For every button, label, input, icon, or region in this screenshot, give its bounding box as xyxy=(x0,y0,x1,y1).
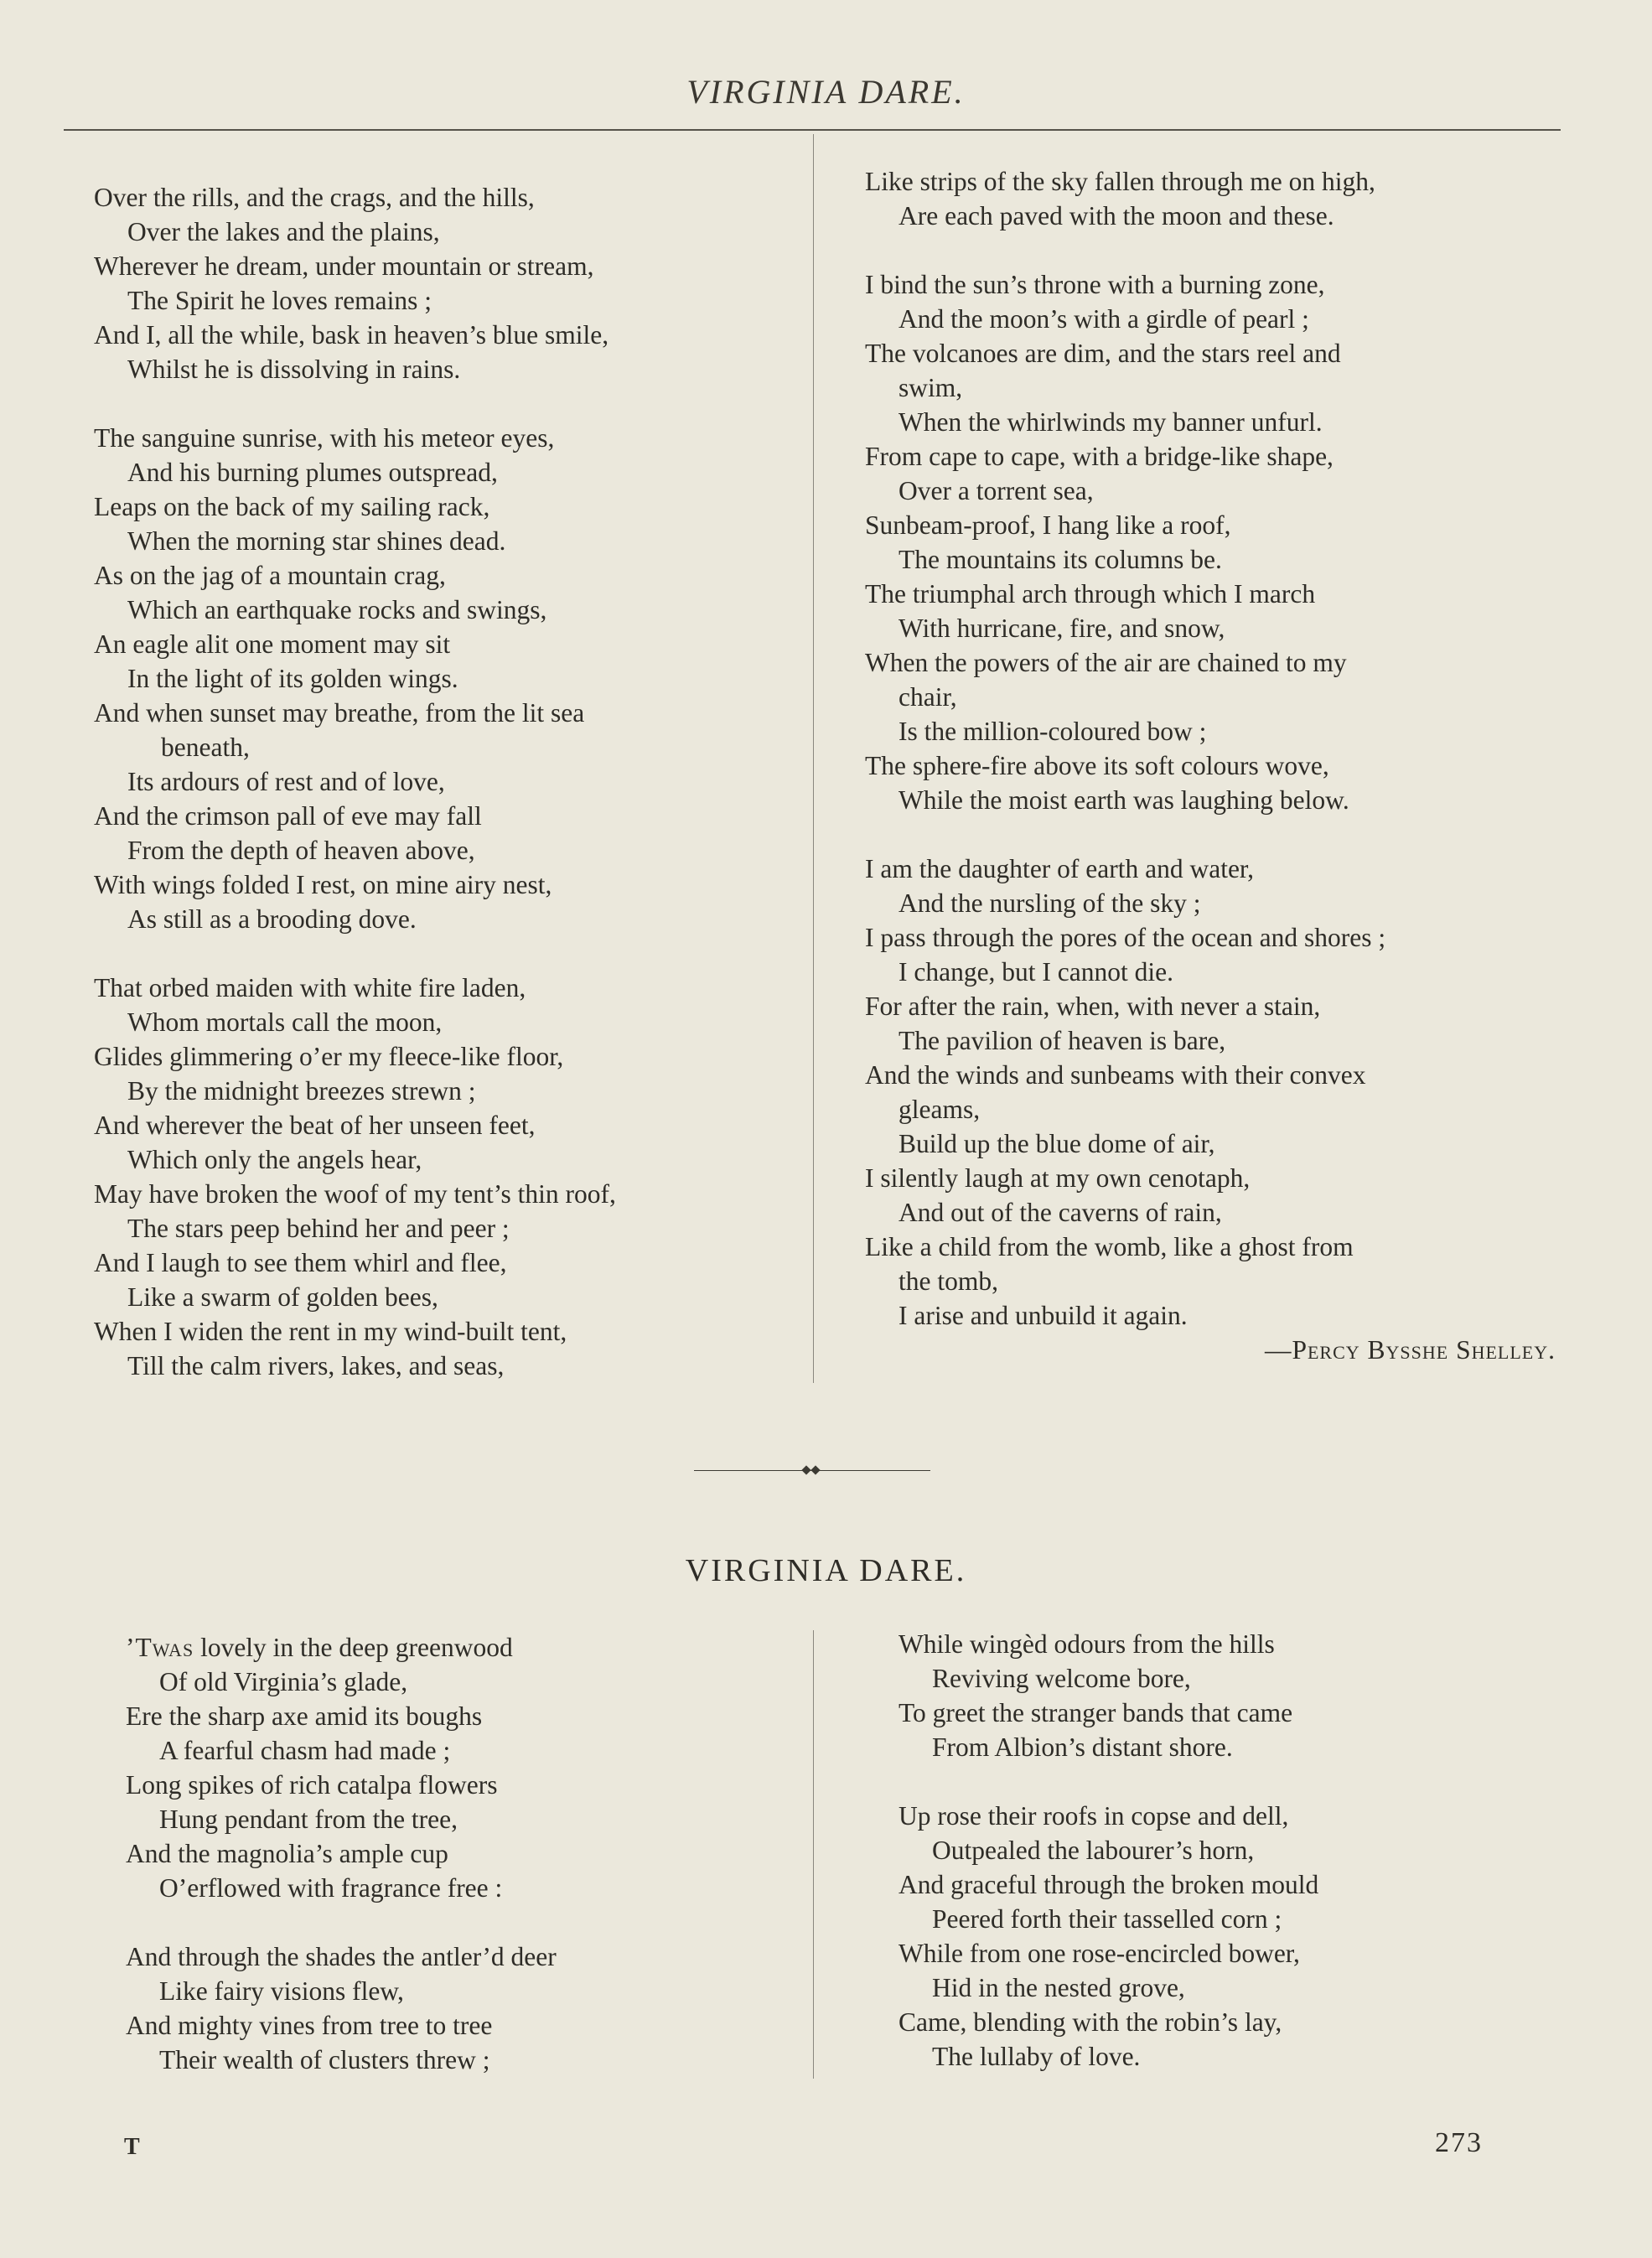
poem1-column-right xyxy=(865,164,1561,1367)
poem2-title: VIRGINIA DARE. xyxy=(685,1553,967,1588)
header-rule xyxy=(64,129,1561,131)
poem-line: I arise and unbuild it again. xyxy=(899,1301,1188,1330)
poem-line: I pass through the pores of the ocean and shores ; xyxy=(865,923,1386,952)
poem-line: Glides glimmering o’er my fleece-like floor, xyxy=(94,1042,564,1071)
poem-line: The triumphal arch through which I march xyxy=(865,579,1316,609)
poem-line: chair, xyxy=(899,682,957,712)
poem-line: Their wealth of clusters threw ; xyxy=(159,2045,490,2074)
poem-line: Reviving welcome bore, xyxy=(932,1664,1191,1693)
poem-line: From the depth of heaven above, xyxy=(127,836,475,865)
column-divider-bottom xyxy=(813,1630,814,2079)
poem-line: Ere the sharp axe amid its boughs xyxy=(126,1701,483,1731)
poem-line: With wings folded I rest, on mine airy nest, xyxy=(94,870,552,899)
poem-line: Whilst he is dissolving in rains. xyxy=(127,355,461,384)
poem2-first-line-rest: lovely in the deep greenwood xyxy=(194,1633,513,1662)
poem-line: Leaps on the back of my sailing rack, xyxy=(94,492,490,521)
poem-line: In the light of its golden wings. xyxy=(127,664,458,693)
poem-line: As on the jag of a mountain crag, xyxy=(94,561,446,590)
poem-line: Hung pendant from the tree, xyxy=(159,1805,458,1834)
poem-line: Up rose their roofs in copse and dell, xyxy=(899,1801,1289,1831)
poem-line: I am the daughter of earth and water, xyxy=(865,854,1255,883)
column-divider-top xyxy=(813,134,814,1383)
poem-line: Which only the angels hear, xyxy=(127,1145,422,1174)
poem-line: Sunbeam-proof, I hang like a roof, xyxy=(865,510,1231,540)
poem-line: Whom mortals call the moon, xyxy=(127,1007,443,1037)
poem-line: Over the lakes and the plains, xyxy=(127,217,440,246)
poem-line: And the winds and sunbeams with their convex xyxy=(865,1060,1366,1090)
section-ornament xyxy=(694,1469,930,1473)
poem-line: swim, xyxy=(899,373,963,402)
poem-line: Of old Virginia’s glade, xyxy=(159,1667,408,1696)
poem-line: And the magnolia’s ample cup xyxy=(126,1839,448,1868)
poem-line: Came, blending with the robin’s lay, xyxy=(899,2007,1282,2037)
poem1-attribution: —Percy Bysshe Shelley. xyxy=(1264,1335,1556,1365)
poem-line: While the moist earth was laughing below. xyxy=(899,785,1349,815)
poem-line: Peered forth their tasselled corn ; xyxy=(932,1904,1282,1934)
poem-line: As still as a brooding dove. xyxy=(127,904,417,934)
poem-line: The lullaby of love. xyxy=(932,2042,1141,2071)
poem-line: And through the shades the antler’d deer xyxy=(126,1942,557,1971)
poem-line: With hurricane, fire, and snow, xyxy=(899,614,1225,643)
poem-line: Till the calm rivers, lakes, and seas, xyxy=(127,1351,505,1380)
poem-line: The volcanoes are dim, and the stars reel and xyxy=(865,339,1341,368)
poem-line: A fearful chasm had made ; xyxy=(159,1736,451,1765)
poem-line: Are each paved with the moon and these. xyxy=(899,201,1334,230)
poem2-first-line xyxy=(126,1630,796,1665)
poem-line: Wherever he dream, under mountain or stream, xyxy=(94,251,594,281)
poem-line: I change, but I cannot die. xyxy=(899,957,1173,987)
poem-line: Like a swarm of golden bees, xyxy=(127,1282,438,1312)
poem-line: The stars peep behind her and peer ; xyxy=(127,1214,510,1243)
poem2-column-left xyxy=(126,1630,796,2077)
poem-line: the tomb, xyxy=(899,1266,998,1296)
ornament-diamond xyxy=(810,1465,820,1474)
poem-line: The mountains its columns be. xyxy=(899,545,1222,574)
poem-line: The sphere-fire above its soft colours wove, xyxy=(865,751,1329,780)
poem-line: Over the rills, and the crags, and the hills, xyxy=(94,183,535,212)
poem-line: And his burning plumes outspread, xyxy=(127,458,498,487)
poem-line: Like a child from the womb, like a ghost from xyxy=(865,1232,1354,1261)
poem-line: By the midnight breezes strewn ; xyxy=(127,1076,476,1106)
poem-line: I silently laugh at my own cenotaph, xyxy=(865,1163,1251,1193)
poem-line: While wingèd odours from the hills xyxy=(899,1629,1275,1659)
signature-mark: T xyxy=(124,2134,140,2160)
poem-line: And wherever the beat of her unseen feet, xyxy=(94,1111,536,1140)
poem-line: Outpealed the labourer’s horn, xyxy=(932,1836,1255,1865)
page-number: 273 xyxy=(1435,2127,1483,2158)
poem-line: Is the million-coloured bow ; xyxy=(899,717,1207,746)
poem-line: The sanguine sunrise, with his meteor eyes, xyxy=(94,423,555,453)
poem1-column-left xyxy=(94,180,798,1383)
poem-line: And the crimson pall of eve may fall xyxy=(94,801,482,831)
poem-line: From Albion’s distant shore. xyxy=(932,1732,1233,1762)
poem-line: An eagle alit one moment may sit xyxy=(94,629,451,659)
poem-line: That orbed maiden with white fire laden, xyxy=(94,973,526,1002)
poem-line: Hid in the nested grove, xyxy=(932,1973,1185,2002)
stanza-break xyxy=(94,936,798,971)
poem-line: While from one rose-encircled bower, xyxy=(899,1939,1300,1968)
poem-line: And mighty vines from tree to tree xyxy=(126,2011,493,2040)
running-head: VIRGINIA DARE. xyxy=(686,73,966,111)
poem-line: Long spikes of rich catalpa flowers xyxy=(126,1770,498,1800)
poem2-first-word: ’Twas xyxy=(126,1633,194,1662)
stanza-break xyxy=(865,233,1561,267)
poem-line: And out of the caverns of rain, xyxy=(899,1198,1222,1227)
poem-line: And the nursling of the sky ; xyxy=(899,888,1201,918)
poem-line: Build up the blue dome of air, xyxy=(899,1129,1215,1158)
poem-line: And I, all the while, bask in heaven’s blue smile, xyxy=(94,320,609,350)
poem-line: And when sunset may breathe, from the lit sea xyxy=(94,698,585,728)
stanza-break xyxy=(865,817,1561,852)
poem-line: I bind the sun’s throne with a burning zone, xyxy=(865,270,1325,299)
poem-line: Its ardours of rest and of love, xyxy=(127,767,445,796)
poem2-column-right xyxy=(899,1627,1569,2074)
poem-line: The Spirit he loves remains ; xyxy=(127,286,432,315)
poem-line: When the powers of the air are chained to my xyxy=(865,648,1347,677)
poem-line: Like strips of the sky fallen through me on high, xyxy=(865,167,1375,196)
stanza-break xyxy=(899,1764,1569,1799)
poem-line: Like fairy visions flew, xyxy=(159,1976,404,2006)
stanza-break xyxy=(94,386,798,421)
poem-line: When I widen the rent in my wind-built tent, xyxy=(94,1317,567,1346)
poem-line: When the morning star shines dead. xyxy=(127,526,506,556)
poem-line: When the whirlwinds my banner unfurl. xyxy=(899,407,1323,437)
poem-line: And graceful through the broken mould xyxy=(899,1870,1319,1899)
poem-line: Which an earthquake rocks and swings, xyxy=(127,595,547,624)
poem-line: And the moon’s with a girdle of pearl ; xyxy=(899,304,1309,334)
poem-line: The pavilion of heaven is bare, xyxy=(899,1026,1226,1055)
poem-line: May have broken the woof of my tent’s thin roof, xyxy=(94,1179,616,1209)
poem-line: To greet the stranger bands that came xyxy=(899,1698,1293,1727)
poem-line: From cape to cape, with a bridge-like shape, xyxy=(865,442,1334,471)
poem-line: Over a torrent sea, xyxy=(899,476,1094,505)
poem-line: And I laugh to see them whirl and flee, xyxy=(94,1248,507,1277)
poem-line: For after the rain, when, with never a stain, xyxy=(865,992,1321,1021)
poem-line: beneath, xyxy=(161,733,250,762)
ornament-diamond xyxy=(801,1465,810,1474)
poem-line: O’erflowed with fragrance free : xyxy=(159,1873,503,1903)
stanza-break xyxy=(126,1905,796,1939)
poem-line: gleams, xyxy=(899,1095,981,1124)
